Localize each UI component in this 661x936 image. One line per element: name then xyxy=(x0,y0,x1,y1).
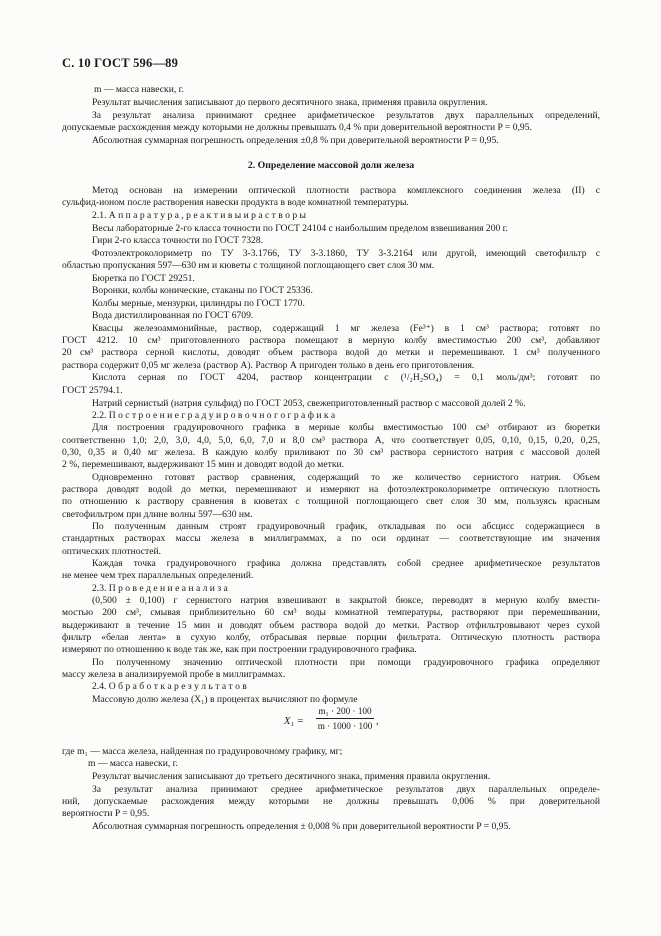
text-line: (0,500 ± 0,100) г сернистого натрия взвешивают в закрытой бюксе, переводят в мерную колбу вмести- xyxy=(92,595,600,606)
text-line: оптических плотностей. xyxy=(62,546,162,557)
text-line: вероятности P = 0,95. xyxy=(62,808,150,819)
formula-denominator: m · 1000 · 100 xyxy=(317,721,373,731)
text-line: Натрий сернистый (натрия сульфид) по ГОСТ 2053, свежеприготовленный раствор с массовой долей 2 %. xyxy=(92,398,526,409)
text-line: По полученным данным строят градуировочный график, откладывая по оси абсцисс содержащиеся в xyxy=(92,521,600,532)
text-line: ний, допускаемые расхождения между которыми не должны превышать 0,006 % при доверительной xyxy=(62,796,600,807)
text-line: Абсолютная суммарная погрешность определения ±0,8 % при доверительной вероятности P = 0,95. xyxy=(92,135,499,146)
text-line: За результат анализа принимают среднее арифметическое результатов двух параллельных определений, xyxy=(92,110,600,121)
text-line: выдерживают в течение 15 мин и доводят объем раствора водой до метки. Раствор отфильтровывают через сухой xyxy=(62,620,600,631)
text-line: Абсолютная суммарная погрешность определения ± 0,008 % при доверительной вероятности P = 0,95. xyxy=(92,821,511,832)
text-line: 2.4. О б р а б о т к а р е з у л ь т а т о в xyxy=(92,681,247,692)
text-line: Результат вычисления записывают до третьего десятичного знака, применяя правила округления. xyxy=(92,771,491,782)
text-line: массу железа в анализируемой пробе в миллиграммах. xyxy=(62,669,286,680)
section-title: 2. Определение массовой доли железа xyxy=(247,160,415,171)
page-header: С. 10 ГОСТ 596—89 xyxy=(62,56,179,70)
text-line: m — масса навески, г. xyxy=(88,758,178,769)
text-line: Результат вычисления записывают до первого десятичного знака, применяя правила округления. xyxy=(92,97,488,108)
text-line: Вода дистиллированная по ГОСТ 6709. xyxy=(92,310,254,321)
text-line: Кислота серная по ГОСТ 4204, раствор концентрации c (¹/₂H₂SO₄) = 0,1 моль/дм³; готовят по xyxy=(92,372,600,383)
text-line: ГОСТ 4212. 10 см³ приготовленного раствора помещают в мерную колбу вместимостью 200 см³, добавляют xyxy=(62,335,600,346)
text-line: ГОСТ 25794.1. xyxy=(62,385,123,396)
text-line: Метод основан на измерении оптической плотности раствора комплексного соединения железа (II) с xyxy=(92,185,600,196)
text-line: Гири 2-го класса точности по ГОСТ 7328. xyxy=(92,235,264,246)
text-line: стандартных растворах массы железа в миллиграммах, а по оси ординат — соответствующие им значения xyxy=(62,533,600,544)
text-line: По полученному значению оптической плотности при помощи градуировочного графика определяют xyxy=(92,657,600,668)
text-line: по отношению к раствору сравнения в кюветах с толщиной поглощающего свет слоя 30 мм, пользуясь красным xyxy=(62,496,600,507)
text-line: раствора доводят водой до метки, перемешивают и измеряют на фотоэлектроколориметре оптическую плотность xyxy=(62,484,600,495)
text-line: фильтр «белая лента» в сухую колбу, отбрасывая первые порции фильтрата. Оптическую плотность раствора xyxy=(62,632,600,643)
text-line: измеряют по отношению к воде так же, как при построении градуировочного графика. xyxy=(62,644,417,655)
formula-lhs: X₁ = xyxy=(284,716,304,727)
text-line: Фотоэлектроколориметр по ТУ 3-3.1766, ТУ 3-3.1860, ТУ 3-3.2164 или другой, имеющий светофильтр с xyxy=(92,248,600,259)
text-line: 20 см³ раствора серной кислоты, доводят объем раствора водой до метки и перемешивают. 1 см³ полученного xyxy=(62,347,600,358)
formula-x1 xyxy=(0,702,661,742)
formula-numerator: m₁ · 200 · 100 xyxy=(316,706,374,719)
text-line: сульфид-ионом после растворения навески продукта в воде комнатной температуры. xyxy=(62,197,409,208)
text-line: m — масса навески, г. xyxy=(94,84,184,95)
text-line: Квасцы железоаммонийные, раствор, содержащий 1 мг железа (Fe³⁺) в 1 см³ раствора; готовят по xyxy=(92,323,600,334)
text-line: Одновременно готовят раствор сравнения, содержащий то же количество сернистого натрия. Объем xyxy=(92,472,600,483)
text-line: Колбы мерные, мензурки, цилиндры по ГОСТ 1770. xyxy=(92,298,305,309)
text-line: где m₁ — масса железа, найденная по градуировочному графику, мг; xyxy=(62,746,343,757)
text-line: областью пропускания 597—630 нм и кюветы с толщиной поглощающего свет слоя 30 мм. xyxy=(62,260,435,271)
text-line: Для построения градуировочного графика в мерные колбы вместимостью 100 см³ отбирают из бюретки xyxy=(92,422,600,433)
text-line: 2.1. А п п а р а т у р а , р е а к т и в ы и р а с т в о р ы xyxy=(92,210,306,221)
formula-fraction xyxy=(316,706,374,731)
text-line: Массовую долю железа (X₁) в процентах вычисляют по формуле xyxy=(92,694,358,705)
text-line: Каждая точка градуировочного графика должна представлять собой среднее арифметическое результатов xyxy=(92,558,600,569)
text-line: Воронки, колбы конические, стаканы по ГОСТ 25336. xyxy=(92,285,313,296)
formula-tail: , xyxy=(376,716,379,727)
text-line: Бюретка по ГОСТ 29251. xyxy=(92,273,195,284)
text-line: не менее чем трех параллельных определений. xyxy=(62,570,254,581)
text-line: раствора содержит 0,05 мг железа (раствор А). Раствор А пригоден только в день его приготовления. xyxy=(62,360,475,371)
text-line: Весы лабораторные 2-го класса точности по ГОСТ 24104 с наибольшим пределом взвешивания 200 г. xyxy=(92,223,508,234)
text-line: мостью 200 см³, смывая приблизительно 60 см³ воды комнатной температуры, растворяют при перемешивании, xyxy=(62,607,600,618)
text-line: За результат анализа принимают среднее арифметическое результатов двух параллельных определе- xyxy=(92,784,600,795)
text-line: 2 %, перемешивают, выдерживают 15 мин и доводят водой до метки. xyxy=(62,459,345,470)
text-line: соответственно 1,0; 2,0, 3,0, 4,0, 5,0, 6,0, 7,0 и 8,0 см³ раствора А, что соответствует 0,05, 0,10, 0,15, 0,20, 0,25, xyxy=(62,435,600,446)
text-line: 2.2. П о с т р о е н и е г р а д у и р о в о ч н о г о г р а ф и к а xyxy=(92,410,336,421)
text-line: 2.3. П р о в е д е н и е а н а л и з а xyxy=(92,583,228,594)
text-line: допускаемые расхождения между которыми не должны превышать 0,4 % при доверительной вероятности P = 0,95. xyxy=(62,122,532,133)
text-line: 0,30, 0,35 и 0,40 мг железа. В каждую колбу приливают по 30 см³ раствора сернистого натрия с массовой долей xyxy=(62,447,600,458)
text-line: светофильтром при длине волны 597—630 нм. xyxy=(62,509,253,520)
